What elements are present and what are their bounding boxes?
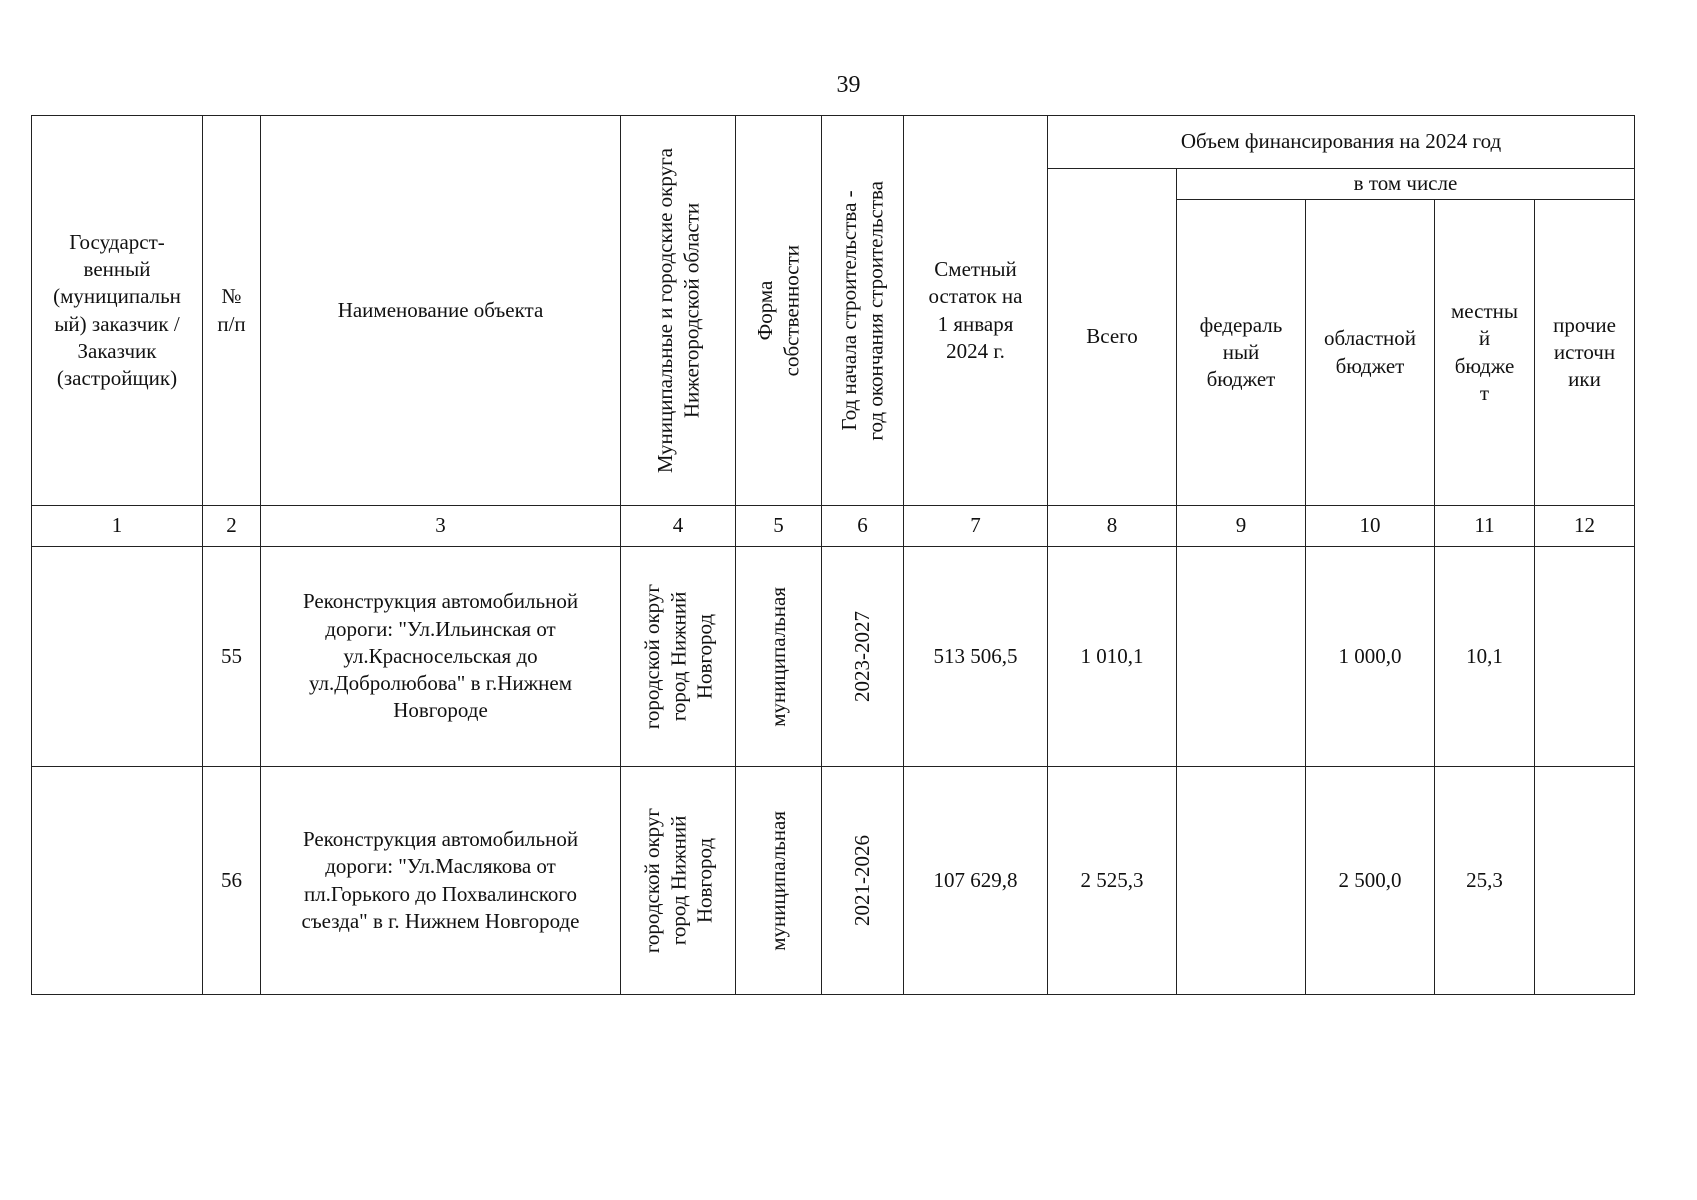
column-number: 9 — [1177, 506, 1306, 547]
row-municipal-label: городской округ город Нижний Новгород — [639, 583, 717, 730]
column-number: 10 — [1306, 506, 1435, 547]
table-row — [32, 767, 1635, 995]
row-ownership-label: муниципальная — [766, 586, 791, 727]
row-other — [1535, 767, 1635, 995]
header-num: № п/п — [203, 116, 261, 506]
header-local: местны й бюдже т — [1435, 200, 1535, 506]
row-federal — [1177, 767, 1306, 995]
row-total: 1 010,1 — [1048, 547, 1177, 767]
header-federal: федераль ный бюджет — [1177, 200, 1306, 506]
row-customer — [32, 547, 203, 767]
row-object-name: Реконструкция автомобильной дороги: "Ул.Ильинская от ул.Красносельская до ул.Добролюбова" в г.Нижнем Новгороде — [261, 547, 621, 767]
header-ownership — [736, 116, 822, 506]
column-numbers-row — [32, 506, 1635, 547]
row-municipal — [621, 767, 736, 995]
header-including: в том числе — [1177, 169, 1635, 200]
row-ownership — [736, 767, 822, 995]
column-number: 7 — [904, 506, 1048, 547]
row-ownership — [736, 547, 822, 767]
row-balance: 107 629,8 — [904, 767, 1048, 995]
header-total: Всего — [1048, 169, 1177, 506]
header-object-name: Наименование объекта — [261, 116, 621, 506]
header-municipal — [621, 116, 736, 506]
row-regional: 2 500,0 — [1306, 767, 1435, 995]
header-ownership-label: Форма собственности — [753, 244, 804, 377]
row-years-label: 2023-2027 — [850, 611, 875, 702]
header-regional: областной бюджет — [1306, 200, 1435, 506]
row-ownership-label: муниципальная — [766, 810, 791, 951]
row-years — [822, 767, 904, 995]
column-number: 1 — [32, 506, 203, 547]
column-number: 6 — [822, 506, 904, 547]
row-municipal — [621, 547, 736, 767]
header-customer: Государст- венный (муниципальн ый) заказчик / Заказчик (застройщик) — [32, 116, 203, 506]
header-years-label: Год начала строительства - год окончания строительства — [837, 180, 888, 441]
row-num: 56 — [203, 767, 261, 995]
row-years — [822, 547, 904, 767]
row-total: 2 525,3 — [1048, 767, 1177, 995]
row-local: 25,3 — [1435, 767, 1535, 995]
row-num: 55 — [203, 547, 261, 767]
column-number: 8 — [1048, 506, 1177, 547]
header-years — [822, 116, 904, 506]
row-local: 10,1 — [1435, 547, 1535, 767]
column-number: 12 — [1535, 506, 1635, 547]
column-number: 11 — [1435, 506, 1535, 547]
row-other — [1535, 547, 1635, 767]
row-federal — [1177, 547, 1306, 767]
header-other: прочие источн ики — [1535, 200, 1635, 506]
column-number: 3 — [261, 506, 621, 547]
column-number: 2 — [203, 506, 261, 547]
row-years-label: 2021-2026 — [850, 835, 875, 926]
financing-table — [31, 115, 1635, 995]
column-number: 5 — [736, 506, 822, 547]
row-municipal-label: городской округ город Нижний Новгород — [639, 807, 717, 954]
page-number: 39 — [836, 72, 861, 98]
row-object-name: Реконструкция автомобильной дороги: "Ул.Маслякова от пл.Горького до Похвалинского съезда" в г. Нижнем Новгороде — [261, 767, 621, 995]
row-customer — [32, 767, 203, 995]
row-regional: 1 000,0 — [1306, 547, 1435, 767]
row-balance: 513 506,5 — [904, 547, 1048, 767]
header-municipal-label: Муниципальные и городские округа Нижегородской области — [652, 147, 703, 474]
header-balance: Сметный остаток на 1 января 2024 г. — [904, 116, 1048, 506]
column-number: 4 — [621, 506, 736, 547]
header-financing: Объем финансирования на 2024 год — [1048, 116, 1635, 169]
table-row — [32, 547, 1635, 767]
